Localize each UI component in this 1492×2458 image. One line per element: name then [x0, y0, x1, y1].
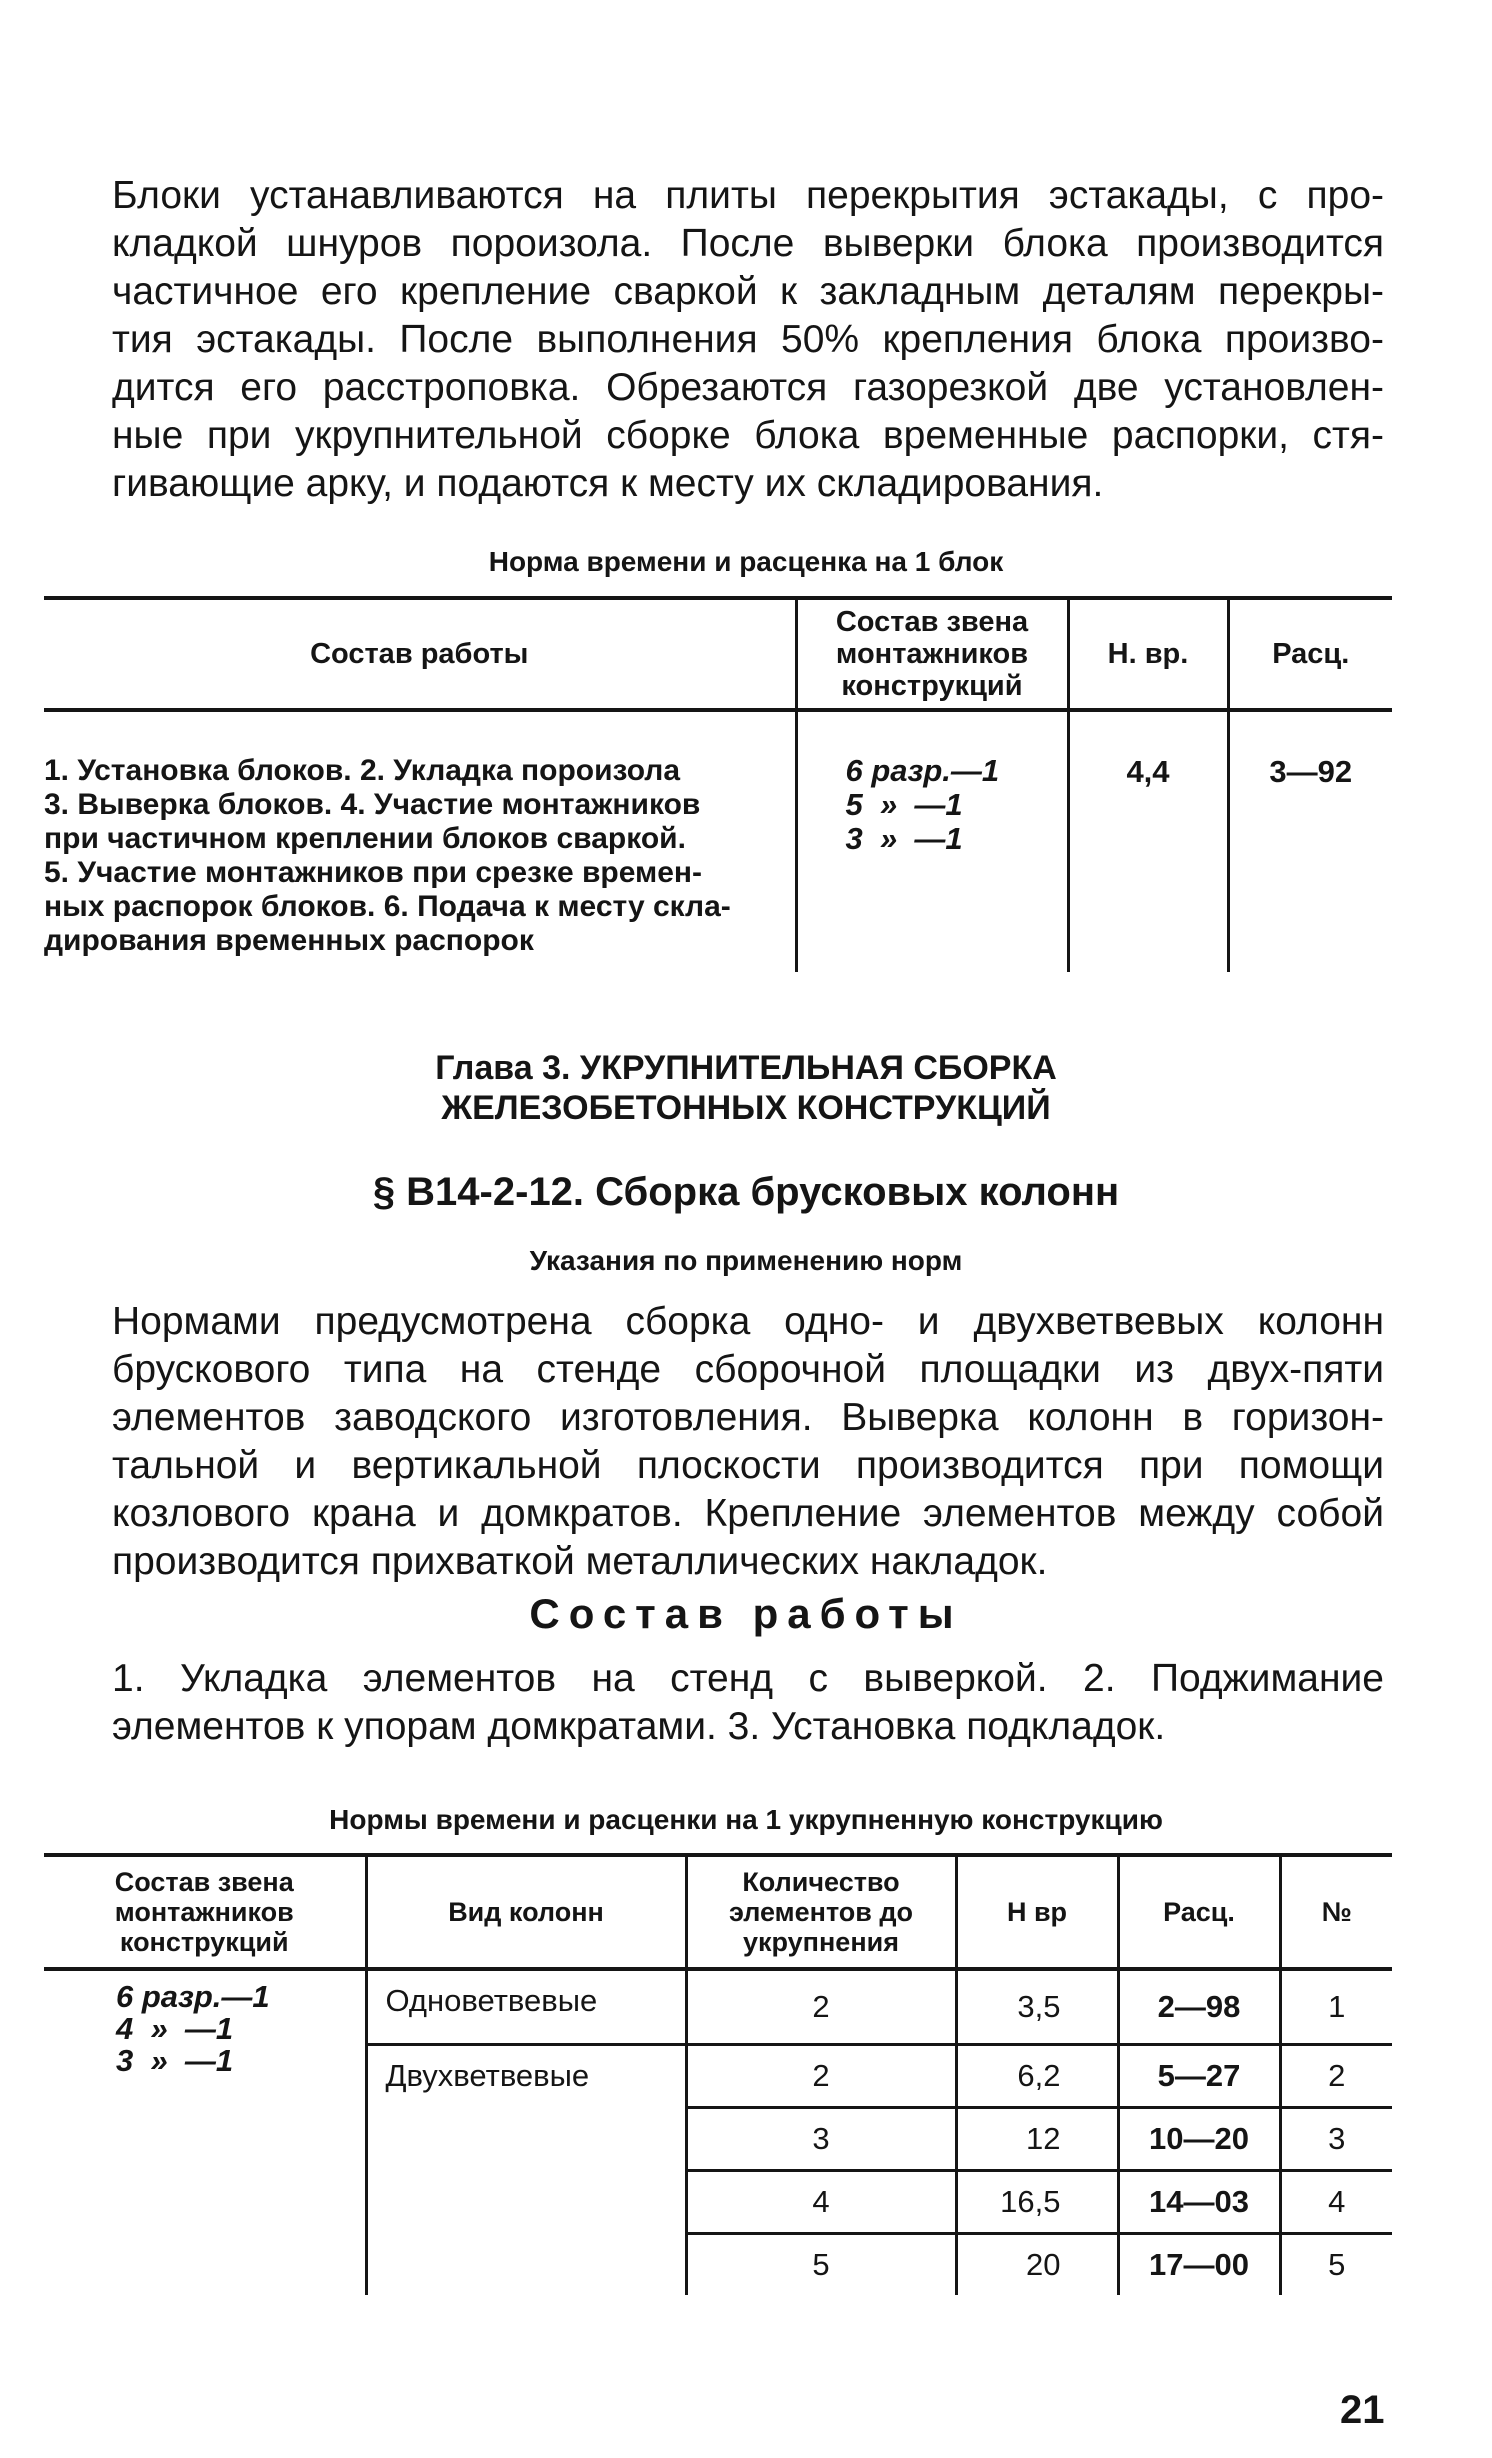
text-line: элементов заводского изготовления. Выверка колонн в горизон-	[112, 1396, 1384, 1439]
rate-value: 2—98	[1118, 1969, 1280, 2045]
table-norm-per-block	[44, 596, 1392, 972]
rate-value: 14—03	[1118, 2171, 1280, 2234]
header-count: Количество элементов до укрупнения	[686, 1855, 956, 1969]
chapter-title: Глава 3. УКРУПНИТЕЛЬНАЯ СБОРКА ЖЕЛЕЗОБЕТОННЫХ КОНСТРУКЦИЙ	[435, 1049, 1057, 1127]
text-line: 1. Укладка элементов на стенд с выверкой. 2. Поджимание	[112, 1657, 1384, 1700]
crew-composition: 6 разр.—1 5 » —1 3 » —1	[796, 710, 1068, 972]
table-norms-per-construction	[44, 1853, 1392, 2295]
header-norm: Н вр	[956, 1855, 1118, 1969]
rate-value: 3—92	[1228, 710, 1392, 972]
header-crew: Состав звена монтажников конструкций	[796, 598, 1068, 710]
rate-value: 10—20	[1118, 2108, 1280, 2171]
page-number: 21	[1340, 2388, 1385, 2432]
header-norm: Н. вр.	[1068, 598, 1228, 710]
guidance-paragraph	[112, 1298, 1384, 1586]
norm-value: 12	[956, 2108, 1118, 2171]
norm-value: 4,4	[1068, 710, 1228, 972]
element-count: 3	[686, 2108, 956, 2171]
text-line: Блоки устанавливаются на плиты перекрытия эстакады, с про-	[112, 174, 1384, 217]
rate-value: 5—27	[1118, 2045, 1280, 2108]
text-line: кладкой шнуров пороизола. После выверки блока производится	[112, 222, 1384, 265]
section-title: § В14-2-12. Сборка брусковых колонн	[372, 1170, 1120, 1214]
text-line: брускового типа на стенде сборочной площадки из двух-пяти	[112, 1348, 1384, 1391]
element-count: 5	[686, 2234, 956, 2296]
element-count: 4	[686, 2171, 956, 2234]
header-crew: Состав звена монтажников конструкций	[44, 1855, 366, 1969]
row-number: 1	[1280, 1969, 1392, 2045]
text-line: Нормами предусмотрена сборка одно- и двухветвевых колонн	[112, 1300, 1384, 1343]
header-work: Состав работы	[44, 598, 796, 710]
text-line: частичное его крепление сваркой к закладным деталям перекры-	[112, 270, 1384, 313]
table-row	[44, 710, 1392, 972]
element-count: 2	[686, 1969, 956, 2045]
text-line: производится прихваткой металлических накладок.	[112, 1540, 1048, 1583]
text-line: тальной и вертикальной плоскости производится при помощи	[112, 1444, 1384, 1487]
header-kind: Вид колонн	[366, 1855, 686, 1969]
crew-composition: 6 разр.—1 4 » —1 3 » —1	[116, 1979, 270, 2078]
table-row	[44, 1969, 1392, 2045]
work-composition: 1. Установка блоков. 2. Укладка пороизола 3. Выверка блоков. 4. Участие монтажников при частичном креплении блоков сваркой. 5. Участие монтажников при срезке времен- ных распорок блоков. 6. Подача к месту скла- дирования временных распорок	[44, 754, 731, 957]
norm-value: 3,5	[956, 1969, 1118, 2045]
header-rate: Расц.	[1118, 1855, 1280, 1969]
row-number: 2	[1280, 2045, 1392, 2108]
row-number: 4	[1280, 2171, 1392, 2234]
row-number: 5	[1280, 2234, 1392, 2296]
header-number: №	[1280, 1855, 1392, 1969]
text-line: дится его расстроповка. Обрезаются газорезкой две установлен-	[112, 366, 1384, 409]
text-line: ные при укрупнительной сборке блока временные распорки, стя-	[112, 414, 1384, 457]
intro-paragraph	[112, 172, 1384, 508]
work-paragraph	[112, 1655, 1384, 1751]
table2-caption: Нормы времени и расценки на 1 укрупненную конструкцию	[329, 1804, 1163, 1835]
column-kind-single: Одноветвевые	[366, 1969, 686, 2045]
text-line: гивающие арку, и подаются к месту их складирования.	[112, 462, 1104, 505]
text-line: элементов к упорам домкратами. 3. Установка подкладок.	[112, 1705, 1166, 1748]
norm-value: 16,5	[956, 2171, 1118, 2234]
text-line: тия эстакады. После выполнения 50% крепления блока произво-	[112, 318, 1384, 361]
column-kind-double: Двухветвевые	[366, 2045, 686, 2296]
norm-value: 20	[956, 2234, 1118, 2296]
norm-value: 6,2	[956, 2045, 1118, 2108]
table1-caption: Норма времени и расценка на 1 блок	[488, 546, 1004, 577]
work-composition-title: Состав работы	[529, 1590, 963, 1637]
guidance-title: Указания по применению норм	[529, 1245, 963, 1276]
text-line: козлового крана и домкратов. Крепление элементов между собой	[112, 1492, 1384, 1535]
rate-value: 17—00	[1118, 2234, 1280, 2296]
header-rate: Расц.	[1228, 598, 1392, 710]
element-count: 2	[686, 2045, 956, 2108]
row-number: 3	[1280, 2108, 1392, 2171]
